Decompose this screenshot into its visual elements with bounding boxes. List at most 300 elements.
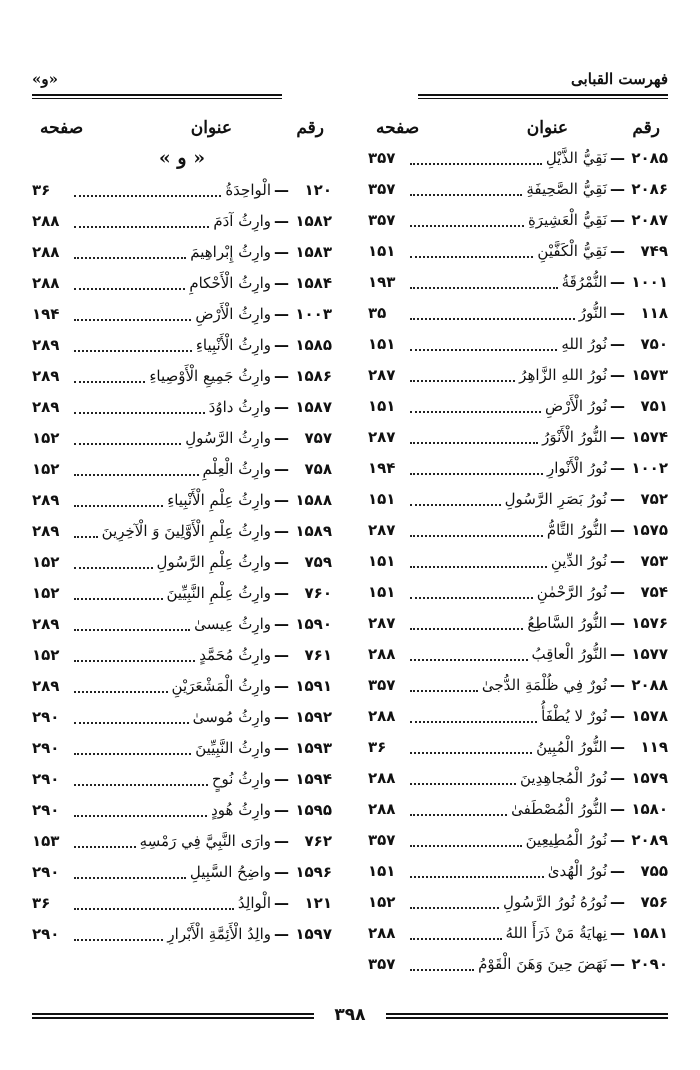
entry-title: وارِثُ الْعِلْمِ (202, 459, 271, 478)
leader-dots (410, 287, 558, 289)
index-column-left (32, 112, 332, 949)
index-entry (368, 483, 668, 514)
entry-number: ۲۰۹۰ (631, 954, 668, 973)
entry-page: ۲۸۷ (368, 427, 396, 446)
leader-dots (74, 815, 207, 817)
entry-number: ۱۱۸ (640, 303, 668, 322)
entry-page: ۳۵۷ (368, 830, 396, 849)
entry-dash: — (274, 769, 289, 788)
entry-number: ۲۰۸۶ (631, 179, 668, 198)
entry-page: ۱۵۱ (368, 551, 396, 570)
entry-number: ۷۵۸ (304, 459, 332, 478)
entry-title: وارِثُ عِلْمِ الرَّسُولِ (156, 552, 271, 571)
entry-number: ۱۵۸۰ (631, 799, 668, 818)
entry-dash: — (610, 210, 625, 229)
leader-dots (410, 566, 547, 568)
entry-page: ۲۸۹ (32, 521, 60, 540)
leader-dots (410, 504, 501, 506)
entry-title: نُورُ الرَّحْمٰنِ (536, 582, 607, 601)
entry-number: ۷۴۹ (640, 241, 668, 260)
entry-number: ۷۶۱ (304, 645, 332, 664)
entry-dash: — (274, 180, 289, 199)
entry-dash: — (274, 676, 289, 695)
entry-page: ۲۸۸ (32, 273, 60, 292)
entry-number: ۱۱۹ (640, 737, 668, 756)
entry-title: نُورُ بَصَرِ الرَّسُولِ (504, 489, 607, 508)
entry-number: ۱۵۹۷ (295, 924, 332, 943)
index-entry (368, 390, 668, 421)
leader-dots (74, 722, 189, 724)
page-number: ۳۹۸ (334, 1005, 366, 1025)
footer-rule-right (386, 1013, 668, 1019)
index-entry (368, 669, 668, 700)
header-right (418, 70, 668, 99)
entry-page: ۲۹۰ (32, 769, 60, 788)
entry-number: ۱۵۷۵ (631, 520, 668, 539)
index-entry (368, 948, 668, 979)
leader-dots (410, 783, 516, 785)
leader-dots (410, 535, 543, 537)
entry-number: ۲۰۸۷ (631, 210, 668, 229)
entry-number: ۱۵۸۸ (295, 490, 332, 509)
entry-number: ۱۵۸۷ (295, 397, 332, 416)
leader-dots (410, 938, 502, 940)
entry-title: النُّمْرُقَةُ (561, 272, 607, 291)
entry-page: ۲۸۸ (32, 211, 60, 230)
entry-title: وارِثُ مُوسىٰ (192, 707, 271, 726)
index-entry (368, 421, 668, 452)
entry-title: نُورُ اللهِ الزَّاهِرُ (519, 365, 607, 384)
entry-title: وارِثُ إِبْراهِيمَ (190, 242, 271, 261)
leader-dots (410, 690, 478, 692)
leader-dots (74, 784, 208, 786)
entry-page: ۳۵۷ (368, 675, 396, 694)
entry-page: ۱۵۱ (368, 861, 396, 880)
entry-dash: — (274, 304, 289, 323)
entry-dash: — (610, 551, 625, 570)
entry-number: ۱۰۰۳ (295, 304, 332, 323)
entry-dash: — (610, 427, 625, 446)
entry-title: وارَى النَّبِيَّ فِي رَمْسِهِ (139, 831, 271, 850)
entry-title: النُّورُ الْمُبِينُ (536, 737, 607, 756)
header-rule-left (32, 94, 282, 99)
page-header (32, 70, 668, 100)
entry-title: نُورُ الْأَنْوارِ (547, 458, 607, 477)
index-entry (32, 670, 332, 701)
entry-page: ۱۵۲ (32, 552, 60, 571)
entry-page: ۲۸۹ (32, 397, 60, 416)
entry-page: ۱۵۱ (368, 582, 396, 601)
entry-page: ۱۵۲ (368, 892, 396, 911)
column-header (368, 112, 668, 142)
entry-title: نَقِيُّ الذَّيْلِ (545, 148, 607, 167)
entry-title: نِهايَةُ مَنْ ذَرَأَ اللهُ (505, 923, 607, 942)
leader-dots (74, 567, 153, 569)
index-entry (32, 732, 332, 763)
entry-dash: — (610, 644, 625, 663)
entry-page: ۳۶ (32, 180, 51, 199)
entry-number: ۱۵۸۶ (295, 366, 332, 385)
title-heading: عنوان (190, 118, 232, 138)
entry-dash: — (610, 334, 625, 353)
entry-page: ۲۸۸ (368, 706, 396, 725)
entry-title: نُورٌ لا يُطْفَأُ (541, 706, 607, 725)
index-entry (32, 887, 332, 918)
entry-list (368, 142, 668, 979)
leader-dots (74, 598, 163, 600)
entry-title: نُورُ اللهِ (561, 334, 607, 353)
entry-number: ۱۵۷۴ (631, 427, 668, 446)
index-entry (368, 824, 668, 855)
leader-dots (74, 753, 191, 755)
entry-title: النُّورُ الْأَنْوَرُ (542, 427, 607, 446)
index-entry (32, 205, 332, 236)
entry-number: ۱۰۰۲ (631, 458, 668, 477)
leader-dots (74, 288, 185, 290)
entry-number: ۱۵۹۱ (295, 676, 332, 695)
header-left (32, 70, 282, 99)
leader-dots (410, 349, 557, 351)
index-entry (32, 453, 332, 484)
leader-dots (410, 721, 537, 723)
entry-dash: — (610, 396, 625, 415)
entry-dash: — (274, 459, 289, 478)
entry-page: ۲۸۷ (368, 613, 396, 632)
entry-dash: — (274, 242, 289, 261)
entry-dash: — (274, 800, 289, 819)
entry-dash: — (274, 552, 289, 571)
entry-dash: — (274, 893, 289, 912)
entry-number: ۱۵۸۲ (295, 211, 332, 230)
entry-title: نُورُ الْأَرْضِ (544, 396, 607, 415)
entry-title: وارِثُ هُودٍ (211, 800, 271, 819)
title-heading: عنوان (526, 118, 568, 138)
entry-page: ۳۶ (32, 893, 51, 912)
entry-dash: — (610, 272, 625, 291)
index-entry (32, 360, 332, 391)
entry-title: وارِثُ جَمِيعِ الْأَوْصِياءِ (149, 366, 271, 385)
entry-title: نَهَضَ حِينَ وَهَنَ الْقَوْمُ (478, 954, 607, 973)
entry-title: وارِثُ عِلْمِ الْأَنْبِياءِ (167, 490, 271, 509)
leader-dots (410, 876, 544, 878)
entry-title: وارِثُ عِيسىٰ (194, 614, 271, 633)
entry-page: ۱۵۳ (32, 831, 60, 850)
entry-number: ۱۲۱ (304, 893, 332, 912)
entry-title: وارِثُ مُحَمَّدٍ (199, 645, 271, 664)
entry-title: وارِثُ النَّبِيِّينَ (195, 738, 271, 757)
entry-number: ۱۵۸۵ (295, 335, 332, 354)
header-rule-right (418, 94, 668, 99)
entry-title: وارِثُ عِلْمِ النَّبِيِّينَ (166, 583, 271, 602)
entry-page: ۱۵۱ (368, 241, 396, 260)
index-entry (32, 174, 332, 205)
index-entry (32, 856, 332, 887)
entry-page: ۱۵۲ (32, 428, 60, 447)
entry-number: ۱۲۰ (304, 180, 332, 199)
entry-number: ۱۵۹۴ (295, 769, 332, 788)
entry-number: ۷۵۷ (304, 428, 332, 447)
entry-title: النُّورُ التَّامُّ (546, 520, 607, 539)
leader-dots (74, 908, 234, 910)
leader-dots (74, 257, 186, 259)
entry-title: نُورُهُ نُورُ الرَّسُولِ (503, 892, 607, 911)
entry-dash: — (610, 520, 625, 539)
entry-title: النُّورُ السَّاطِعُ (527, 613, 607, 632)
leader-dots (410, 163, 542, 165)
entry-page: ۲۸۸ (368, 644, 396, 663)
index-entry (368, 793, 668, 824)
index-entry (368, 328, 668, 359)
leader-dots (74, 505, 163, 507)
entry-dash: — (610, 768, 625, 787)
entry-number: ۷۵۶ (640, 892, 668, 911)
footer-rule-left (32, 1013, 314, 1019)
entry-page: ۲۸۹ (32, 335, 60, 354)
leader-dots (74, 877, 186, 879)
entry-number: ۷۵۱ (640, 396, 668, 415)
index-entry (32, 515, 332, 546)
entry-dash: — (610, 923, 625, 942)
leader-dots (74, 939, 163, 941)
leader-dots (410, 380, 515, 382)
entry-page: ۲۸۹ (32, 366, 60, 385)
index-entry (368, 917, 668, 948)
entry-dash: — (274, 862, 289, 881)
index-entry (32, 639, 332, 670)
leader-dots (410, 194, 522, 196)
index-entry (32, 391, 332, 422)
leader-dots (410, 411, 541, 413)
entry-dash: — (610, 303, 625, 322)
entry-number: ۷۵۳ (640, 551, 668, 570)
index-entry (368, 452, 668, 483)
entry-title: نَقِيُّ الْكَفَّيْنِ (537, 241, 607, 260)
entry-page: ۲۹۰ (32, 800, 60, 819)
index-entry (368, 173, 668, 204)
leader-dots (410, 318, 575, 320)
index-entry (32, 422, 332, 453)
entry-page: ۱۵۱ (368, 489, 396, 508)
entry-page: ۲۸۸ (32, 242, 60, 261)
entry-title: وارِثُ عِلْمِ الْأَوَّلِينَ وَ الْآخِرِينَ (101, 521, 271, 540)
entry-title: الْوالِدُ (237, 893, 271, 912)
entry-dash: — (610, 489, 625, 508)
index-entry (368, 607, 668, 638)
entry-page: ۱۹۴ (32, 304, 60, 323)
leader-dots (410, 845, 522, 847)
index-entry (32, 546, 332, 577)
entry-number: ۱۵۷۸ (631, 706, 668, 725)
entry-title: نَقِيُّ الصَّحِيفَةِ (526, 179, 607, 198)
leader-dots (410, 628, 523, 630)
leader-dots (74, 412, 205, 414)
leader-dots (74, 846, 136, 848)
entry-page: ۳۵ (368, 303, 387, 322)
entry-dash: — (274, 211, 289, 230)
index-entry (32, 484, 332, 515)
index-entry (32, 918, 332, 949)
entry-dash: — (610, 954, 625, 973)
entry-dash: — (274, 335, 289, 354)
entry-title: الْواحِدَةُ (225, 180, 271, 199)
leader-dots (410, 442, 538, 444)
entry-number: ۱۵۹۲ (295, 707, 332, 726)
entry-page: ۲۹۰ (32, 924, 60, 943)
page-heading: صفحه (40, 118, 84, 138)
entry-dash: — (274, 490, 289, 509)
leader-dots (74, 195, 221, 197)
leader-dots (410, 814, 507, 816)
entry-dash: — (610, 706, 625, 725)
entry-dash: — (610, 861, 625, 880)
entry-dash: — (274, 645, 289, 664)
entry-title: وارِثُ داوُدَ (208, 397, 271, 416)
entry-page: ۲۹۰ (32, 738, 60, 757)
entry-title: نُورٌ فِي ظُلْمَةِ الدُّجىٰ (481, 675, 607, 694)
entry-page: ۳۶ (368, 737, 387, 756)
number-heading: رقم (632, 118, 660, 138)
running-title: فهرست القبابی (571, 70, 668, 88)
entry-number: ۱۵۹۵ (295, 800, 332, 819)
index-entry (32, 329, 332, 360)
entry-page: ۲۸۸ (368, 799, 396, 818)
entry-page: ۱۵۲ (32, 645, 60, 664)
leader-dots (74, 660, 195, 662)
leader-dots (410, 225, 524, 227)
index-entry (32, 608, 332, 639)
entry-dash: — (274, 428, 289, 447)
index-entry (32, 701, 332, 732)
entry-number: ۷۵۰ (640, 334, 668, 353)
entry-page: ۲۸۹ (32, 676, 60, 695)
entry-dash: — (610, 892, 625, 911)
entry-number: ۱۵۷۳ (631, 365, 668, 384)
entry-dash: — (610, 179, 625, 198)
index-entry (32, 763, 332, 794)
entry-number: ۷۵۴ (640, 582, 668, 601)
entry-dash: — (610, 148, 625, 167)
number-heading: رقم (296, 118, 324, 138)
entry-number: ۱۵۹۶ (295, 862, 332, 881)
entry-dash: — (274, 273, 289, 292)
entry-dash: — (274, 366, 289, 385)
index-entry (368, 700, 668, 731)
entry-title: وارِثُ الْأَرْضِ (195, 304, 271, 323)
entry-number: ۷۵۲ (640, 489, 668, 508)
index-entry (368, 731, 668, 762)
entry-number: ۷۵۵ (640, 861, 668, 880)
index-entry (32, 577, 332, 608)
column-header (32, 112, 332, 142)
entry-page: ۲۸۹ (32, 614, 60, 633)
index-entry (32, 267, 332, 298)
entry-page: ۲۸۷ (368, 520, 396, 539)
entry-number: ۱۵۷۶ (631, 613, 668, 632)
entry-number: ۱۵۸۱ (631, 923, 668, 942)
index-entry (368, 266, 668, 297)
entry-title: وارِثُ الْأَنْبِياءِ (195, 335, 271, 354)
entry-dash: — (610, 737, 625, 756)
entry-page: ۳۵۷ (368, 179, 396, 198)
index-entry (368, 359, 668, 390)
leader-dots (410, 659, 528, 661)
entry-number: ۱۵۸۴ (295, 273, 332, 292)
leader-dots (74, 691, 168, 693)
entry-title: نُورُ الدِّينِ (550, 551, 607, 570)
entry-dash: — (610, 799, 625, 818)
entry-number: ۷۵۹ (304, 552, 332, 571)
index-column-right (368, 112, 668, 979)
page-heading: صفحه (376, 118, 420, 138)
entry-title: نَقِيُّ الْعَشِيرَةِ (527, 210, 607, 229)
entry-title: والِدُ الْأَئِمَّةِ الْأَبْرارِ (167, 924, 271, 943)
leader-dots (74, 319, 191, 321)
entry-dash: — (610, 613, 625, 632)
entry-page: ۳۵۷ (368, 148, 396, 167)
entry-title: النُّورُ الْعاقِبُ (531, 644, 607, 663)
index-entry (368, 762, 668, 793)
leader-dots (410, 473, 543, 475)
index-entry (368, 638, 668, 669)
index-entry (368, 576, 668, 607)
entry-number: ۱۵۹۰ (295, 614, 332, 633)
entry-dash: — (274, 924, 289, 943)
index-entry (32, 298, 332, 329)
index-entry (32, 236, 332, 267)
entry-title: وارِثُ آدَمَ (213, 211, 271, 230)
entry-title: نُورُ الْمُطِيعِينَ (525, 830, 607, 849)
entry-page: ۲۸۷ (368, 365, 396, 384)
entry-dash: — (610, 458, 625, 477)
leader-dots (410, 969, 474, 971)
entry-number: ۱۵۸۹ (295, 521, 332, 540)
entry-page: ۱۵۱ (368, 396, 396, 415)
entry-title: النُّورُ الْمُصْطَفىٰ (511, 799, 607, 818)
leader-dots (74, 381, 145, 383)
leader-dots (410, 752, 532, 754)
entry-page: ۱۵۱ (368, 334, 396, 353)
entry-dash: — (274, 614, 289, 633)
entry-list (32, 174, 332, 949)
entry-number: ۲۰۸۸ (631, 675, 668, 694)
index-entry (32, 825, 332, 856)
index-entry (368, 142, 668, 173)
entry-dash: — (274, 521, 289, 540)
entry-number: ۱۰۰۱ (631, 272, 668, 291)
entry-number: ۱۵۷۹ (631, 768, 668, 787)
entry-number: ۱۵۸۳ (295, 242, 332, 261)
entry-page: ۱۹۴ (368, 458, 396, 477)
section-letter: « و » (158, 147, 206, 169)
entry-dash: — (274, 738, 289, 757)
leader-dots (74, 350, 192, 352)
leader-dots (74, 443, 181, 445)
entry-number: ۲۰۸۹ (631, 830, 668, 849)
entry-dash: — (274, 397, 289, 416)
leader-dots (410, 256, 533, 258)
entry-page: ۳۵۷ (368, 954, 396, 973)
index-entry (368, 297, 668, 328)
entry-page: ۲۸۸ (368, 923, 396, 942)
entry-dash: — (610, 830, 625, 849)
section-marker: «و» (32, 70, 58, 88)
entry-title: نُورُ الْمُجاهِدِينَ (520, 768, 607, 787)
index-entry (368, 514, 668, 545)
index-entry (368, 886, 668, 917)
entry-dash: — (274, 707, 289, 726)
entry-number: ۱۵۷۷ (631, 644, 668, 663)
entry-number: ۱۵۹۳ (295, 738, 332, 757)
